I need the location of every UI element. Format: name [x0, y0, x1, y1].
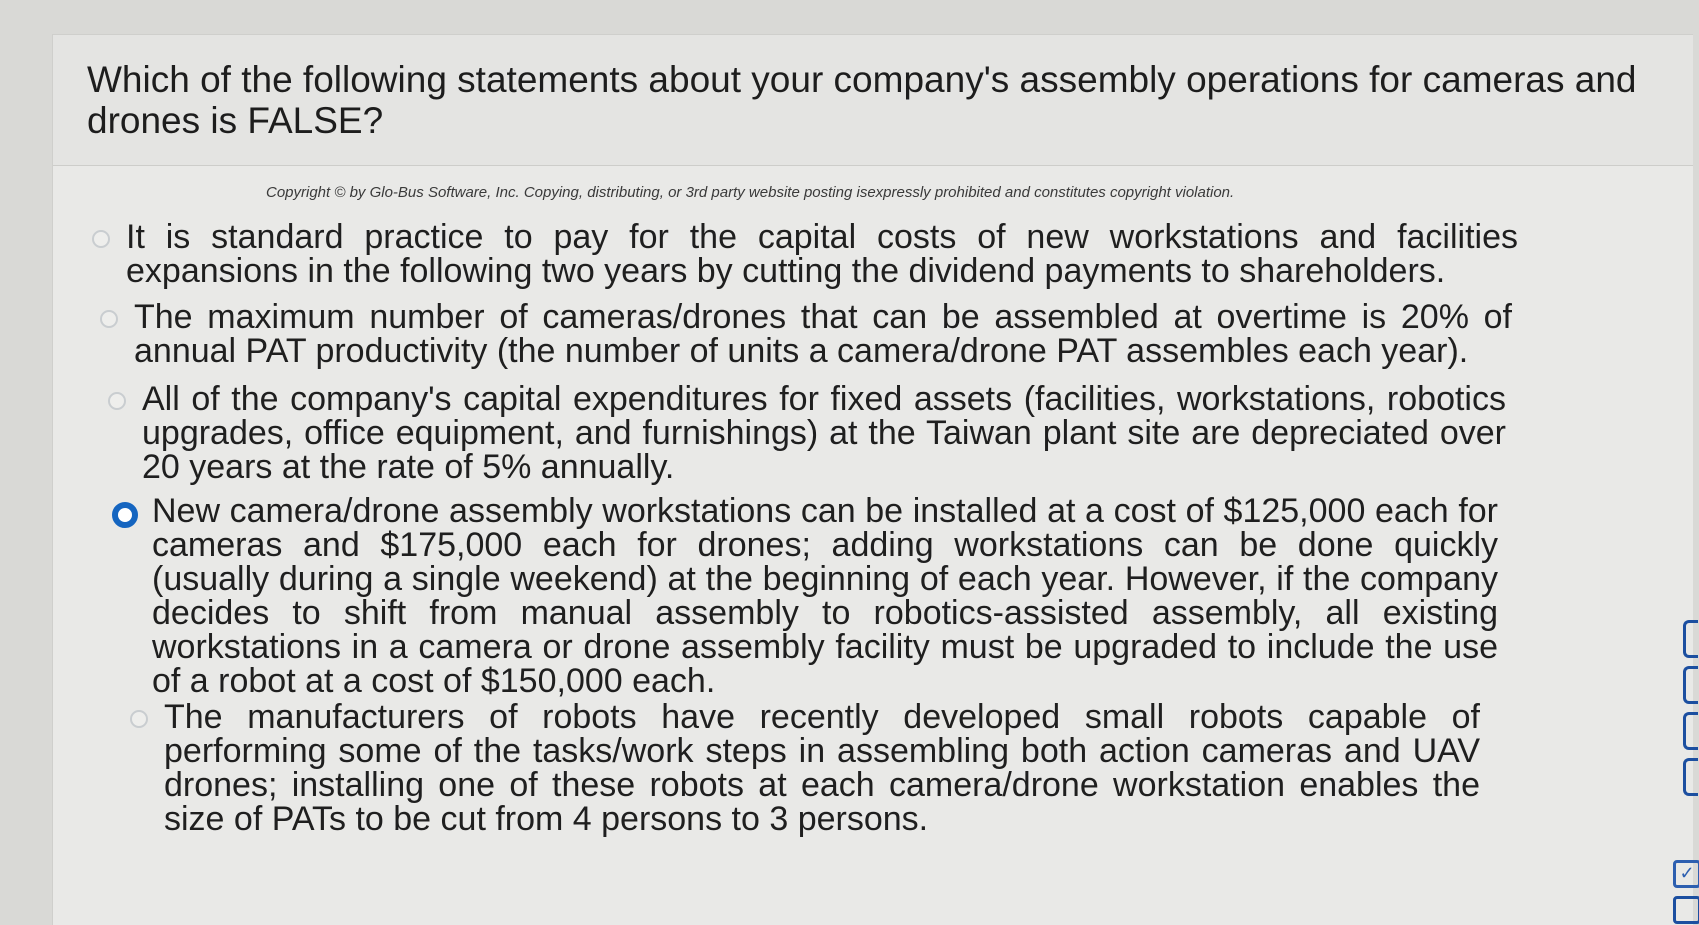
copyright-notice: Copyright © by Glo-Bus Software, Inc. Copying, distributing, or 3rd party website posting isexpressly prohibited and constitutes copyright violation.	[266, 184, 1235, 201]
question-text: Which of the following statements about your company's assembly operations for cameras and drones is FALSE?	[87, 59, 1637, 141]
bracket-icon	[1683, 712, 1698, 750]
answer-option-1[interactable]	[92, 220, 1518, 288]
side-toolbar	[1667, 620, 1699, 920]
answer-option-text: The maximum number of cameras/drones that can be assembled at overtime is 20% of annual PAT productivity (the number of units a camera/drone PAT assembles each year).	[134, 298, 1512, 370]
answer-option-text: New camera/drone assembly workstations can be installed at a cost of $125,000 each for cameras and $175,000 each for drones; adding workstations can be done quickly (usually during a single weekend) at the beginning of each year. However, if the company decides to shift from manual assembly to robotics-assisted assembly, all existing workstations in a camera or drone assembly facility must be upgraded to include the use of a robot at a cost of $150,000 each.	[152, 492, 1498, 700]
radio-button[interactable]	[100, 310, 118, 328]
bracket-icon	[1683, 620, 1698, 658]
answer-option-2[interactable]	[100, 300, 1512, 368]
answer-option-5[interactable]	[130, 700, 1480, 836]
answer-option-4[interactable]	[112, 494, 1498, 698]
radio-button-selected[interactable]	[112, 502, 138, 528]
check-icon[interactable]: ✓	[1673, 860, 1699, 888]
radio-button[interactable]	[130, 710, 148, 728]
answer-option-text: It is standard practice to pay for the capital costs of new workstations and facilities expansions in the following two years by cutting the dividend payments to shareholders.	[126, 218, 1518, 290]
radio-button[interactable]	[92, 230, 110, 248]
bracket-icon	[1683, 758, 1698, 796]
answer-option-3[interactable]	[108, 382, 1506, 484]
answer-option-text: All of the company's capital expenditures for fixed assets (facilities, workstations, robotics upgrades, office equipment, and furnishings) at the Taiwan plant site are depreciated over 20 years at the rate of 5% annually.	[142, 380, 1506, 486]
radio-button[interactable]	[108, 392, 126, 410]
bracket-icon	[1683, 666, 1698, 704]
question-header	[53, 35, 1693, 166]
answer-option-text: The manufacturers of robots have recently developed small robots capable of performing some of the tasks/work steps in assembling both action cameras and UAV drones; installing one of these robots at each camera/drone workstation enables the size of PATs to be cut from 4 persons to 3 persons.	[164, 698, 1480, 838]
checkbox-icon[interactable]	[1673, 896, 1699, 924]
